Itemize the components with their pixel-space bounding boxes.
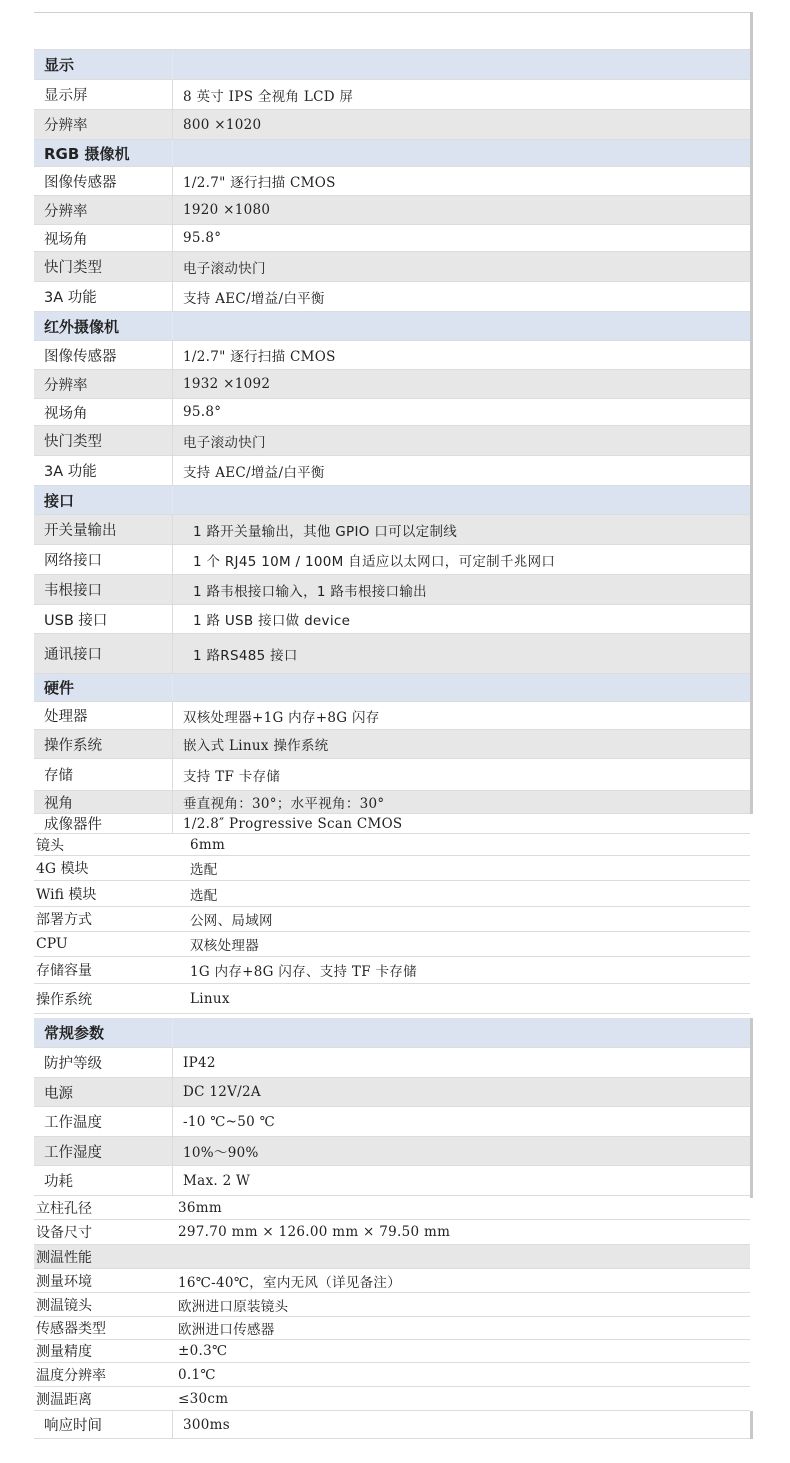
spec-row [34,1107,750,1137]
section-header [34,486,750,515]
spec-row [34,932,750,957]
spec-value: 1 路 USB 接口做 device [172,605,750,633]
spec-row [34,399,750,426]
spec-row [34,515,750,545]
spec-label: 显示屏 [44,88,88,104]
spec-row [34,957,750,984]
spec-label: 部署方式 [36,912,92,928]
spec-label [34,13,172,49]
spec-value [172,50,750,79]
spec-row [34,730,750,759]
spec-value: DC 12V/2A [172,1078,750,1106]
spec-label: 响应时间 [44,1418,102,1434]
section-header [34,674,750,702]
spec-label: 设备尺寸 [36,1225,92,1241]
spec-label: 红外摄像机 [44,317,120,336]
spec-value: ±0.3℃ [178,1343,228,1359]
spec-value: 1 路开关量输出，其他 GPIO 口可以定制线 [172,515,750,544]
spec-label: 通讯接口 [44,647,102,663]
spec-label: USB 接口 [44,612,108,629]
spec-value: 1/2.7" 逐行扫描 CMOS [172,167,750,195]
spec-label: 成像器件 [44,817,102,833]
spec-label: 分辨率 [44,203,88,220]
spec-row [34,856,750,881]
spec-label: 防护等级 [44,1056,102,1072]
spec-value: 选配 [190,887,218,904]
spec-value: 选配 [190,862,218,878]
spec-row [34,1269,750,1293]
spec-value [172,1018,750,1047]
spec-value: 垂直视角：30°；水平视角：30° [172,791,750,813]
section-header [34,140,750,167]
spec-value: 6mm [190,836,226,853]
table-right-edge [750,1018,753,1198]
table-right-edge [750,1411,753,1439]
spec-row [34,1363,750,1387]
spec-label: 开关量输出 [44,523,117,539]
spec-row [34,341,750,370]
spec-row [34,1340,750,1363]
spec-value: 双核处理器+1G 内存+8G 闪存 [172,702,750,729]
spec-label: 传感器类型 [36,1321,106,1337]
spec-label: 图像传感器 [44,348,117,365]
spec-value: 支持 AEC/增益/白平衡 [172,456,750,485]
spec-label: 3A 功能 [44,464,97,480]
spec-value: 1G 内存+8G 闪存、支持 TF 卡存储 [190,964,417,980]
spec-row [34,759,750,791]
spec-value: 16℃-40℃，室内无风（详见备注） [178,1274,402,1291]
spec-value: 电子滚动快门 [172,252,750,281]
spec-row [34,814,750,834]
spec-row [34,575,750,605]
spec-row [34,634,750,674]
section-header [34,1018,750,1048]
spec-value: 95.8° [172,399,750,425]
spec-row [34,907,750,932]
spec-value: 1/2.7" 逐行扫描 CMOS [172,341,750,369]
spec-value: 800 ×1020 [172,110,750,139]
spec-label: 接口 [44,491,75,510]
spec-row [34,1293,750,1317]
spec-value: 双核处理器 [190,938,259,954]
spec-label: 4G 模块 [36,861,89,877]
spec-value: 10%～90% [172,1137,750,1165]
spec-row [34,881,750,907]
spec-value: 公网、局域网 [190,913,273,929]
spec-value: 1920 ×1080 [172,196,750,224]
spec-label: RGB 摄像机 [44,144,130,163]
spec-row [34,1048,750,1078]
spec-label: 视场角 [44,231,88,248]
spec-row [34,834,750,856]
spec-label: 分辨率 [44,377,88,394]
spec-value [168,1245,750,1268]
spec-row [34,1166,750,1196]
spec-row [34,80,750,110]
spec-label: 视场角 [44,405,88,422]
spec-label: 测温性能 [36,1249,92,1266]
spec-row [34,456,750,486]
spec-value: -10 ℃~50 ℃ [172,1107,750,1136]
spec-row [34,1196,750,1220]
spec-label: 测量环境 [36,1273,92,1290]
spec-label: 网络接口 [44,553,102,569]
spec-label: 镜头 [36,837,64,854]
spec-value: 1 路韦根接口输入，1 路韦根接口输出 [172,575,750,604]
spec-row [34,1411,750,1439]
spec-value [172,140,750,166]
spec-row [34,167,750,196]
spec-label: 分辨率 [44,118,88,134]
table-right-edge [750,12,753,814]
spec-label: 韦根接口 [44,583,102,599]
spec-label: 操作系统 [44,737,102,754]
spec-row [34,1245,750,1269]
spec-value: 1 路RS485 接口 [172,634,750,673]
spec-value: 支持 AEC/增益/白平衡 [172,282,750,311]
spec-row [34,282,750,312]
spec-value: IP42 [172,1048,750,1077]
spec-label: 快门类型 [44,260,102,276]
spec-value: 嵌入式 Linux 操作系统 [172,730,750,758]
spec-value [172,312,750,340]
spec-value: 300ms [172,1411,750,1438]
spec-label: 快门类型 [44,434,102,450]
spec-row [34,1137,750,1166]
spec-value: 1 个 RJ45 10M / 100M 自适应以太网口，可定制千兆网口 [172,545,750,574]
spec-row [34,1078,750,1107]
spec-row [34,791,750,814]
spec-label: CPU [36,936,68,952]
spec-label: 图像传感器 [44,174,117,191]
spec-label: 功耗 [44,1174,73,1190]
spec-value: 8 英寸 IPS 全视角 LCD 屏 [172,80,750,109]
spec-value: 95.8° [172,225,750,251]
spec-label: 常规参数 [44,1024,105,1042]
spec-value: 电子滚动快门 [172,426,750,455]
spec-row [34,252,750,282]
spec-value: 36mm [178,1199,222,1216]
spec-label: 存储 [44,768,73,784]
spec-row [34,605,750,634]
spec-value: 1932 ×1092 [172,370,750,398]
spec-label: 存储容量 [36,963,92,979]
spec-value [172,674,750,701]
spec-label: 视角 [44,795,73,812]
spec-value: ≤30cm [178,1390,229,1407]
spec-row [34,984,750,1014]
spec-label: Wifi 模块 [36,886,97,903]
spec-value: 欧洲进口原装镜头 [178,1298,289,1315]
spec-row [34,426,750,456]
spec-value: 欧洲进口传感器 [178,1322,275,1338]
spec-label: 操作系统 [36,991,92,1008]
spec-value: Max. 2 W [172,1166,750,1195]
spec-row [34,1387,750,1411]
spec-row [34,545,750,575]
spec-value [172,486,750,514]
spec-label: 温度分辨率 [36,1367,106,1384]
spec-label: 测量精度 [36,1344,92,1360]
spec-label: 电源 [44,1085,73,1102]
section-header [34,50,750,80]
spec-label: 测温距离 [36,1391,92,1408]
spec-row [34,370,750,399]
spec-row [34,225,750,252]
spec-value: 297.70 mm × 126.00 mm × 79.50 mm [178,1224,451,1240]
spec-row [34,12,750,50]
spec-label: 测温镜头 [36,1297,92,1314]
spec-label: 工作湿度 [44,1144,102,1161]
spec-label: 显示 [44,56,75,74]
section-header [34,312,750,341]
spec-value: 支持 TF 卡存储 [172,759,750,790]
spec-label: 立柱孔径 [36,1200,92,1217]
spec-value: 0.1℃ [178,1366,216,1383]
spec-value: Linux [190,990,230,1007]
spec-value [172,13,750,49]
spec-row [34,702,750,730]
spec-row [34,196,750,225]
spec-label: 处理器 [44,709,88,725]
spec-label: 工作温度 [44,1115,102,1131]
spec-row [34,1317,750,1340]
spec-value: 1/2.8″ Progressive Scan CMOS [172,814,750,833]
spec-row [34,1220,750,1245]
spec-label: 3A 功能 [44,290,97,306]
spec-row [34,110,750,140]
spec-label: 硬件 [44,679,75,697]
